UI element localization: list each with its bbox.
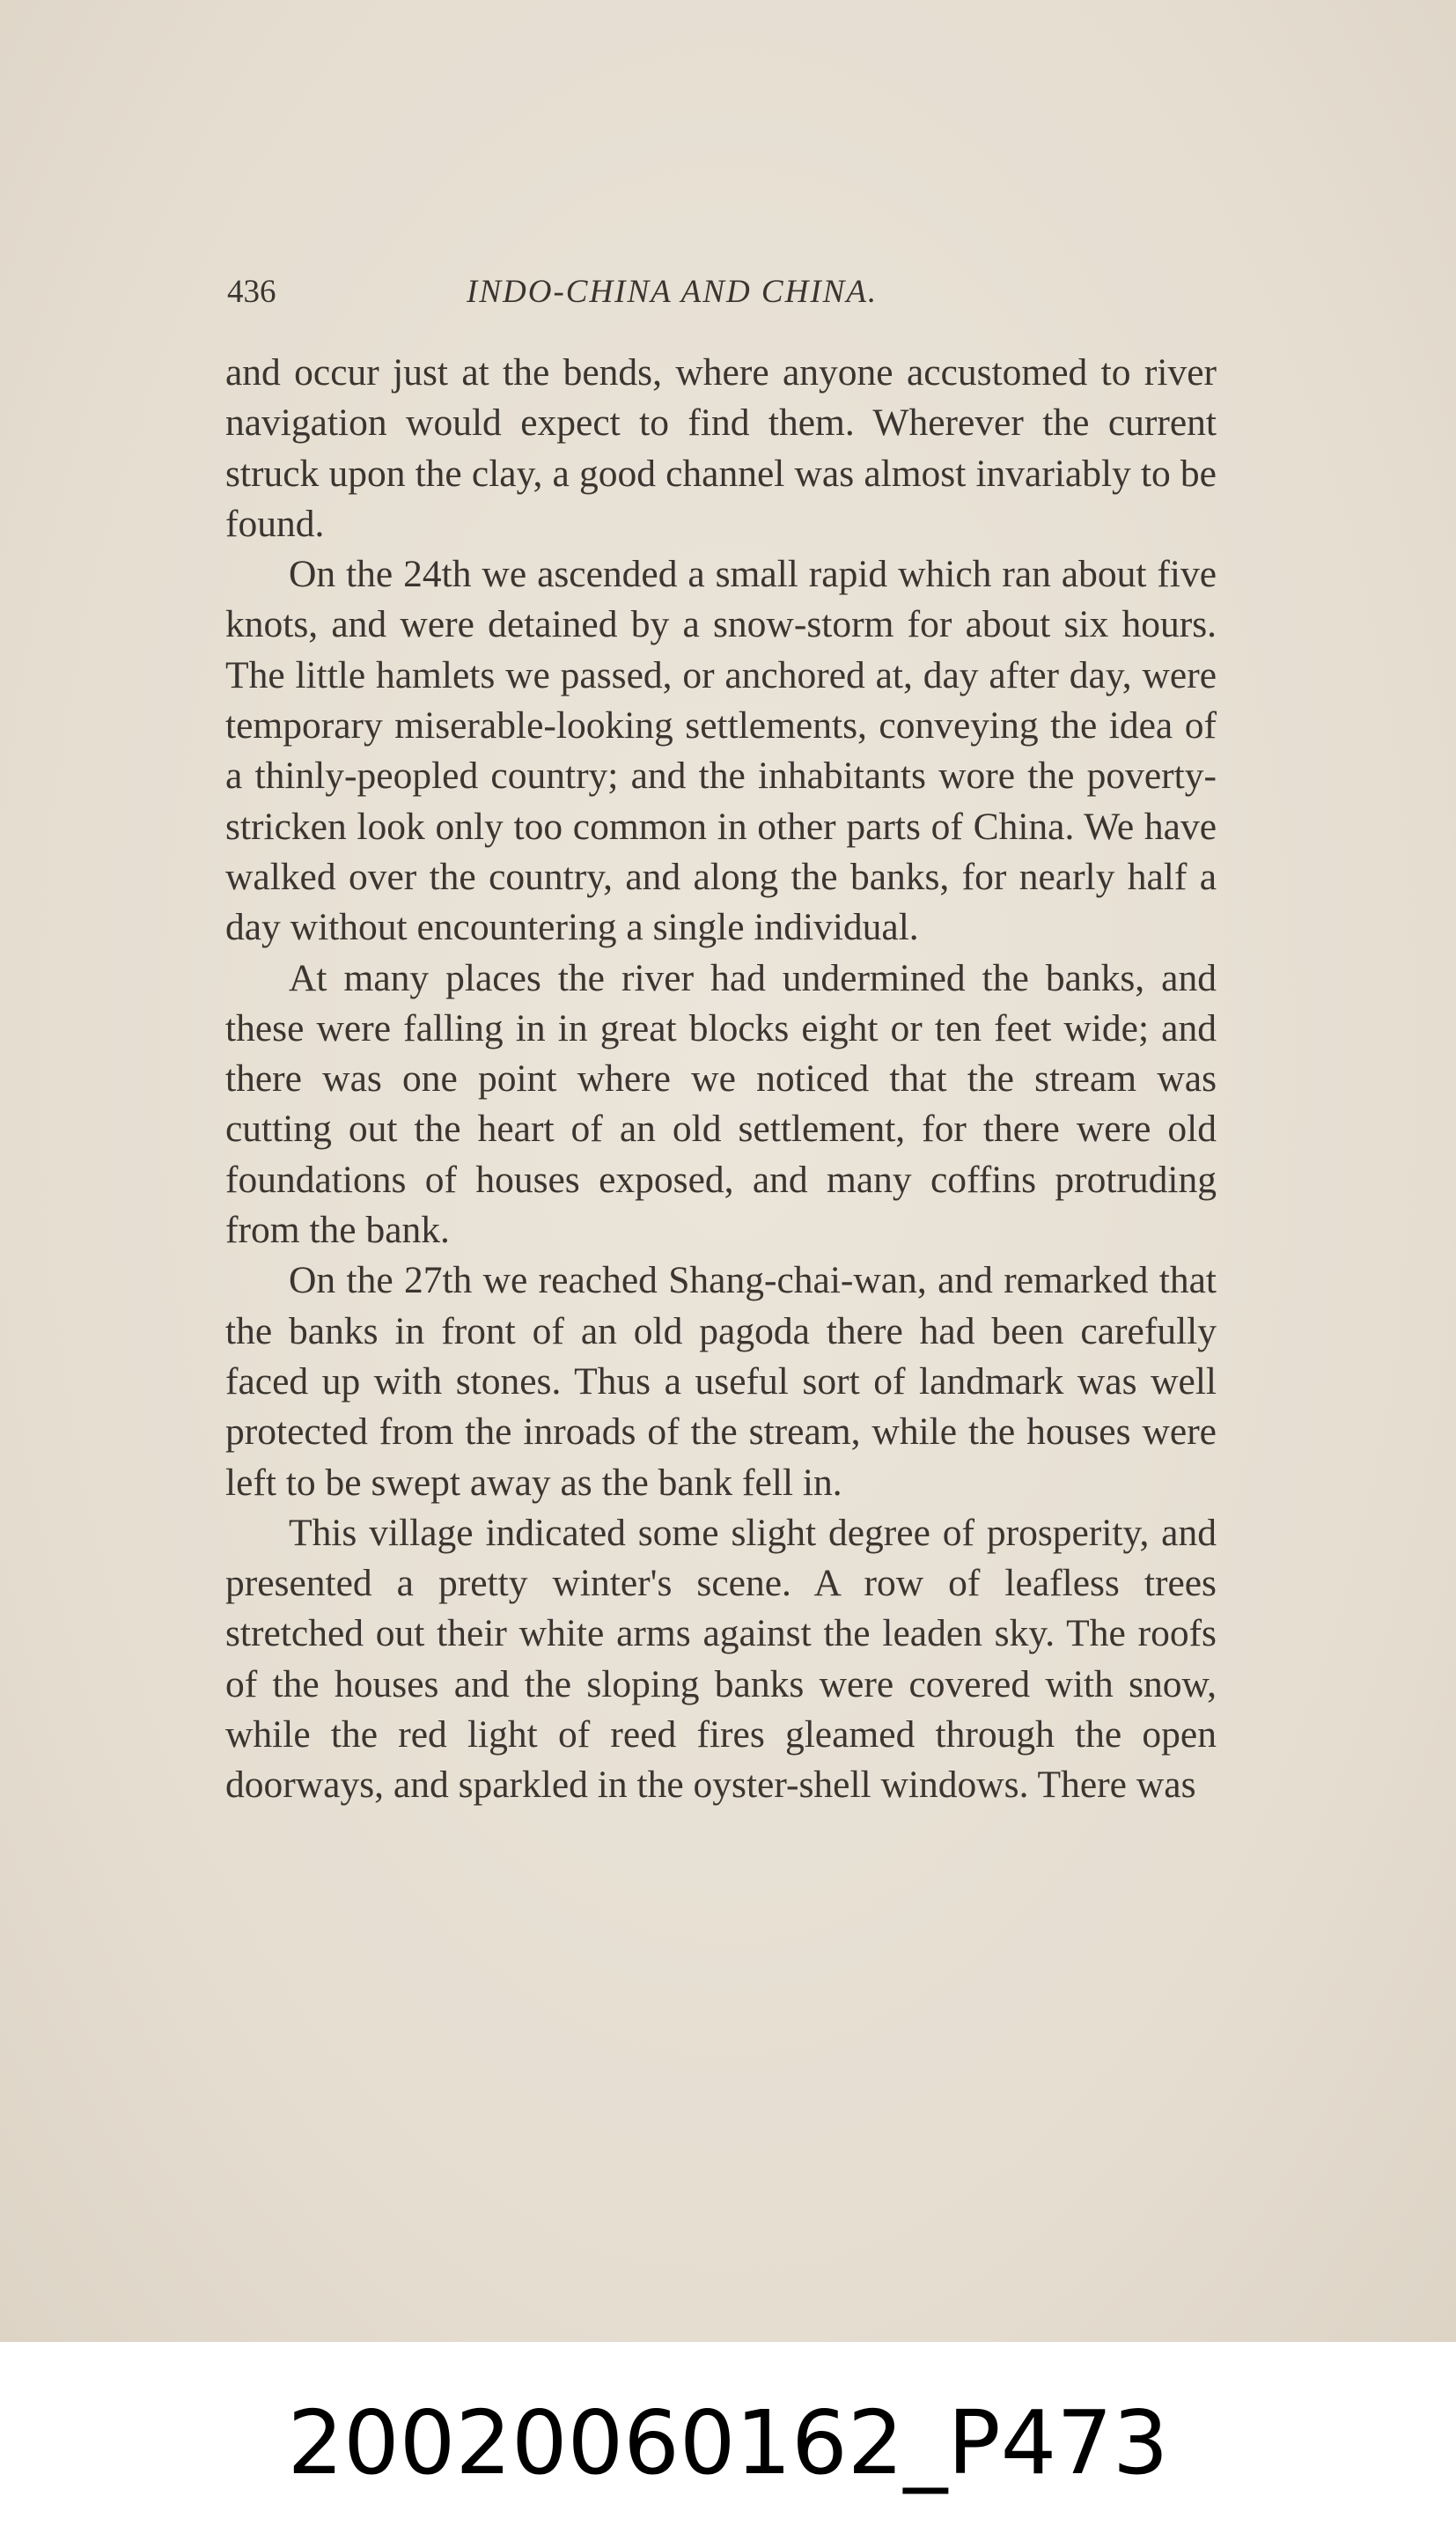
paragraph: On the 27th we reached Shang-chai-wan, and remarked that the banks in front of an old pagoda there had been carefully faced up with stones. Thus a useful sort of landmark was well protected from the inroads of the stream, while the houses were left to be swept away as the bank fell in. xyxy=(225,1259,1217,1504)
paragraph-continued: and occur just at the bends, where anyone accustomed to river navigation would expect to find them. Wherever the current struck upon the clay, a good channel was almost invariably to be found. xyxy=(225,351,1217,545)
paragraph: This village indicated some slight degree of prosperity, and presented a pretty winter's scene. A row of leafless trees stretched out their white arms against the leaden sky. The roofs of the houses and the sloping banks were covered with snow, while the red light of reed fires gleamed through the open doorways, and sparkled in the oyster-shell windows. There was xyxy=(225,1511,1217,1807)
page-number: 436 xyxy=(227,274,276,310)
running-head xyxy=(227,273,1213,317)
paragraph: On the 24th we ascended a small rapid which ran about five knots, and were detained by a snow-storm for about six hours. The little hamlets we passed, or anchored at, day after day, were temporary miserable-looking settlements, conveying the idea of a thinly-peopled country; and the inhabitants wore the poverty-stricken look only too common in other parts of China. We have walked over the country, and along the banks, for nearly half a day without encountering a single individual. xyxy=(225,553,1217,949)
running-title: INDO-CHINA AND CHINA. xyxy=(467,274,879,310)
paragraph: At many places the river had undermined the banks, and these were falling in in great blocks eight or ten feet wide; and there was one point where we noticed that the stream was cutting out the heart of an old settlement, for there were old foundations of houses exposed, and many coffins protruding from the bank. xyxy=(225,956,1217,1252)
archive-identifier: 20020060162_P473 xyxy=(287,2391,1169,2494)
body-text xyxy=(225,348,1217,1811)
